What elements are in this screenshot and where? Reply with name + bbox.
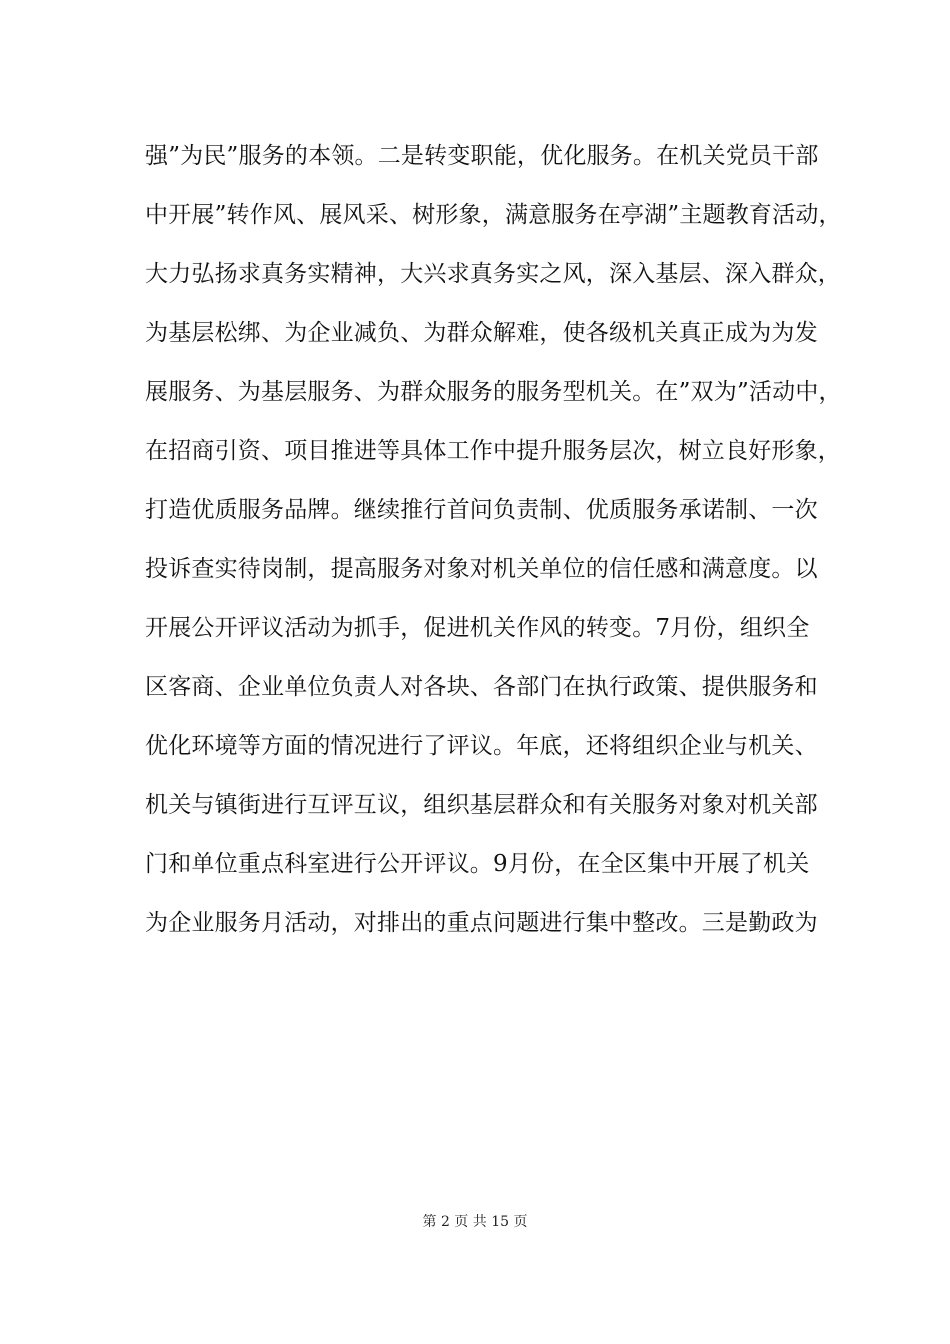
text-line: 为企业服务月活动，对排出的重点问题进行集中整改。三是勤政为: [145, 910, 818, 936]
body-paragraph: [145, 131, 845, 957]
text-line: 打造优质服务品牌。继续推行首问负责制、优质服务承诺制、一次: [145, 497, 818, 523]
page-number-label: 第 2 页 共 15 页: [422, 1214, 528, 1230]
text-line: 投诉查实待岗制，提高服务对象对机关单位的信任感和满意度。以: [145, 556, 818, 582]
text-line: 优化环境等方面的情况进行了评议。年底，还将组织企业与机关、: [145, 733, 818, 759]
text-line: 大力弘扬求真务实精神，大兴求真务实之风，深入基层、深入群众，: [145, 261, 841, 287]
text-line: 在招商引资、项目推进等具体工作中提升服务层次，树立良好形象，: [145, 438, 841, 464]
text-line: 为基层松绑、为企业减负、为群众解难，使各级机关真正成为为发: [145, 320, 818, 346]
text-line: 区客商、企业单位负责人对各块、各部门在执行政策、提供服务和: [145, 674, 818, 700]
text-line: 门和单位重点科室进行公开评议。9月份，在全区集中开展了机关: [145, 851, 810, 877]
text-line: 中开展”转作风、展风采、树形象，满意服务在亭湖”主题教育活动，: [145, 202, 842, 228]
text-line: 开展公开评议活动为抓手，促进机关作风的转变。7月份，组织全: [145, 615, 810, 641]
page-number-footer: [0, 1211, 950, 1231]
text-line: 机关与镇街进行互评互议，组织基层群众和有关服务对象对机关部: [145, 792, 818, 818]
text-line: 强”为民”服务的本领。二是转变职能，优化服务。在机关党员干部: [145, 143, 819, 169]
text-line: 展服务、为基层服务、为群众服务的服务型机关。在”双为”活动中，: [145, 379, 842, 405]
